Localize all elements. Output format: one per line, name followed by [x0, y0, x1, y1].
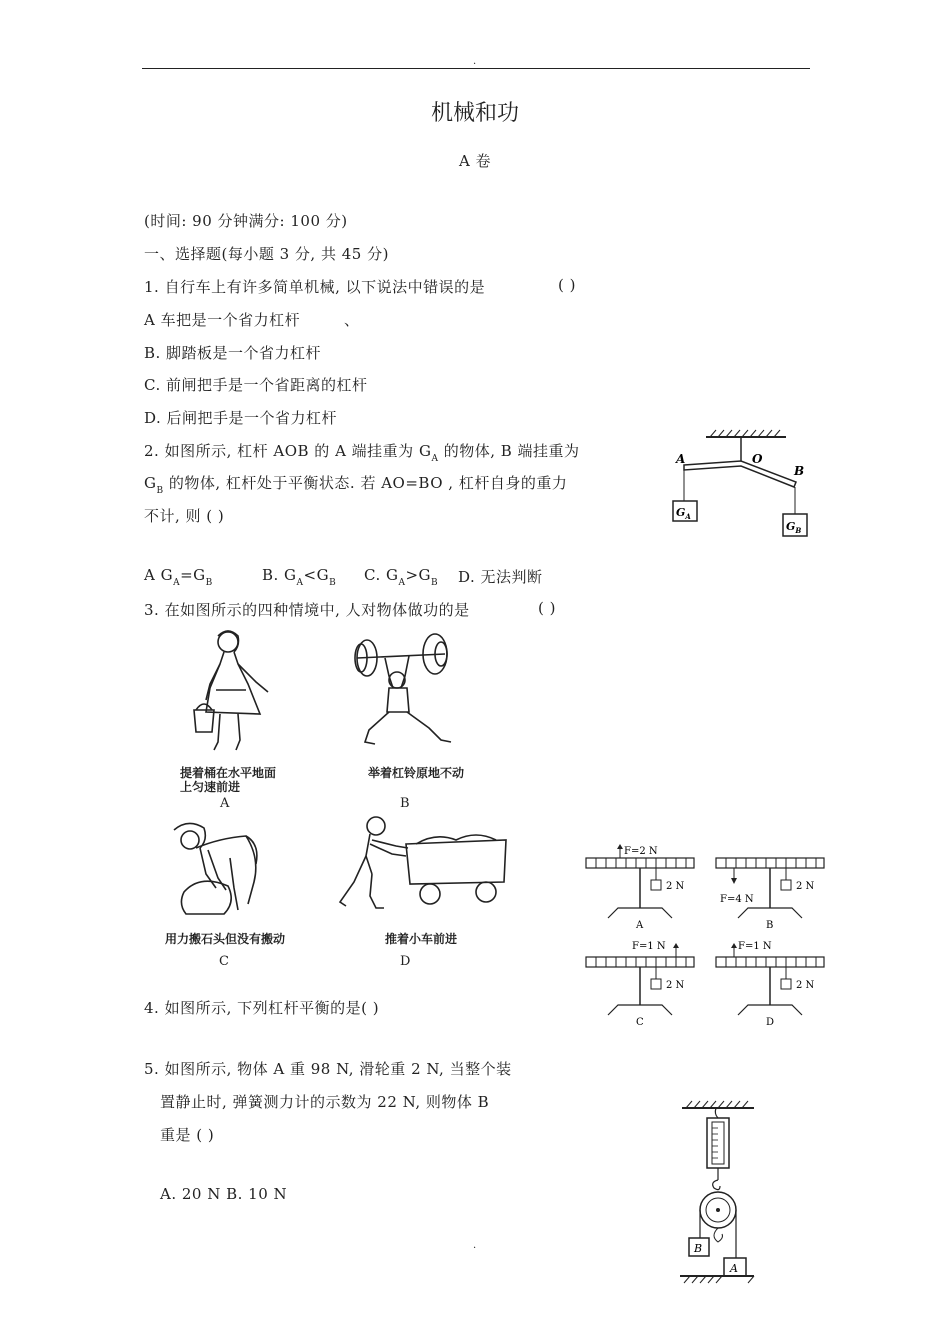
q1-option-a: A 车把是一个省力杠杆 [144, 311, 301, 329]
q3-caption-d: 推着小车前进 [385, 932, 458, 946]
q4-force-b: F=4 N [720, 894, 754, 905]
q2-label-ga: $G_A$ [676, 506, 691, 521]
q2-label-o: O [752, 452, 763, 466]
q5-label-b: B [694, 1242, 703, 1255]
q2-line-1: 2. 如图所示, 杠杆 AOB 的 A 端挂重为 $G_A$ 的物体, B 端挂重为 [144, 442, 580, 464]
q4-force-c: F=1 N [632, 941, 666, 952]
q5-pulley-figure [670, 1096, 770, 1286]
q4-letter-b: B [766, 920, 774, 930]
q4-force-d: F=1 N [738, 941, 772, 952]
q2-label-gb: $G_B$ [786, 520, 802, 535]
q2-line-2: $G_B$ 的物体, 杠杆处于平衡状态. 若 AO=BO , 杠杆自身的重力 [144, 474, 568, 496]
q3-caption-c: 用力搬石头但没有搬动 [165, 932, 286, 946]
header-rule [142, 68, 810, 69]
q4-stem: 4. 如图所示, 下列杠杆平衡的是( ) [144, 999, 380, 1017]
q1-stray-mark: 、 [344, 311, 360, 329]
q4-force-a: F=2 N [624, 846, 658, 857]
q3-letter-d: D [400, 954, 411, 969]
q2-line-3: 不计, 则 ( ) [144, 507, 225, 525]
header-dot: . [473, 56, 477, 67]
q5-label-a: A [730, 1262, 738, 1275]
q4-lever-d [712, 935, 832, 1027]
q4-lever-c [582, 935, 702, 1027]
q4-weight-c: 2 N [666, 980, 685, 991]
q1-stem: 1. 自行车上有许多简单机械, 以下说法中错误的是 [144, 278, 486, 296]
q1-option-b: B. 脚踏板是一个省力杠杆 [144, 344, 322, 362]
q5-line-2: 置静止时, 弹簧测力计的示数为 22 N, 则物体 B [160, 1093, 490, 1111]
time-note: (时间: 90 分钟满分: 100 分) [144, 212, 348, 230]
q3-illustration-a [180, 628, 290, 758]
q3-caption-a2: 上匀速前进 [180, 780, 241, 794]
q3-caption-b: 举着杠铃原地不动 [368, 766, 465, 780]
q3-stem: 3. 在如图所示的四种情境中, 人对物体做功的是 [144, 601, 470, 619]
q4-weight-a: 2 N [666, 881, 685, 892]
q3-illustration-b [345, 630, 460, 755]
q5-line-1: 5. 如图所示, 物体 A 重 98 N, 滑轮重 2 N, 当整个装 [144, 1060, 512, 1078]
page-title: 机械和功 [430, 101, 519, 126]
section-heading: 一、选择题(每小题 3 分, 共 45 分) [144, 245, 389, 263]
footer-dot: . [473, 1240, 477, 1251]
q2-option-a: A $G_A=G_B$ [144, 566, 213, 588]
q2-option-b: B. $G_A<G_B$ [262, 566, 337, 588]
q4-weight-d: 2 N [796, 980, 815, 991]
q2-label-a: A [676, 452, 686, 466]
page-subtitle: A 卷 [458, 152, 492, 170]
q3-illustration-c [160, 818, 270, 923]
q3-letter-a: A [220, 796, 230, 811]
q3-answer-blank: ( ) [538, 599, 556, 617]
q4-lever-b [712, 840, 832, 930]
q4-lever-a [582, 840, 702, 930]
q1-answer-blank: ( ) [558, 276, 576, 294]
q2-lever-figure [660, 425, 820, 545]
q3-letter-c: C [219, 954, 229, 969]
q5-options: A. 20 N B. 10 N [160, 1185, 288, 1203]
q3-letter-b: B [400, 796, 410, 811]
q4-letter-a: A [636, 920, 644, 930]
q4-letter-d: D [766, 1017, 775, 1027]
q1-option-c: C. 前闸把手是一个省距离的杠杆 [144, 376, 368, 394]
q3-illustration-d [326, 812, 516, 920]
q5-line-3: 重是 ( ) [160, 1126, 215, 1144]
q4-weight-b: 2 N [796, 881, 815, 892]
q3-caption-a1: 提着桶在水平地面 [180, 766, 277, 780]
q1-option-d: D. 后闸把手是一个省力杠杆 [144, 409, 338, 427]
q2-label-b: B [794, 464, 805, 478]
q4-letter-c: C [636, 1017, 644, 1027]
q2-option-c: C. $G_A>G_B$ [364, 566, 439, 588]
q2-option-d: D. 无法判断 [458, 568, 543, 586]
